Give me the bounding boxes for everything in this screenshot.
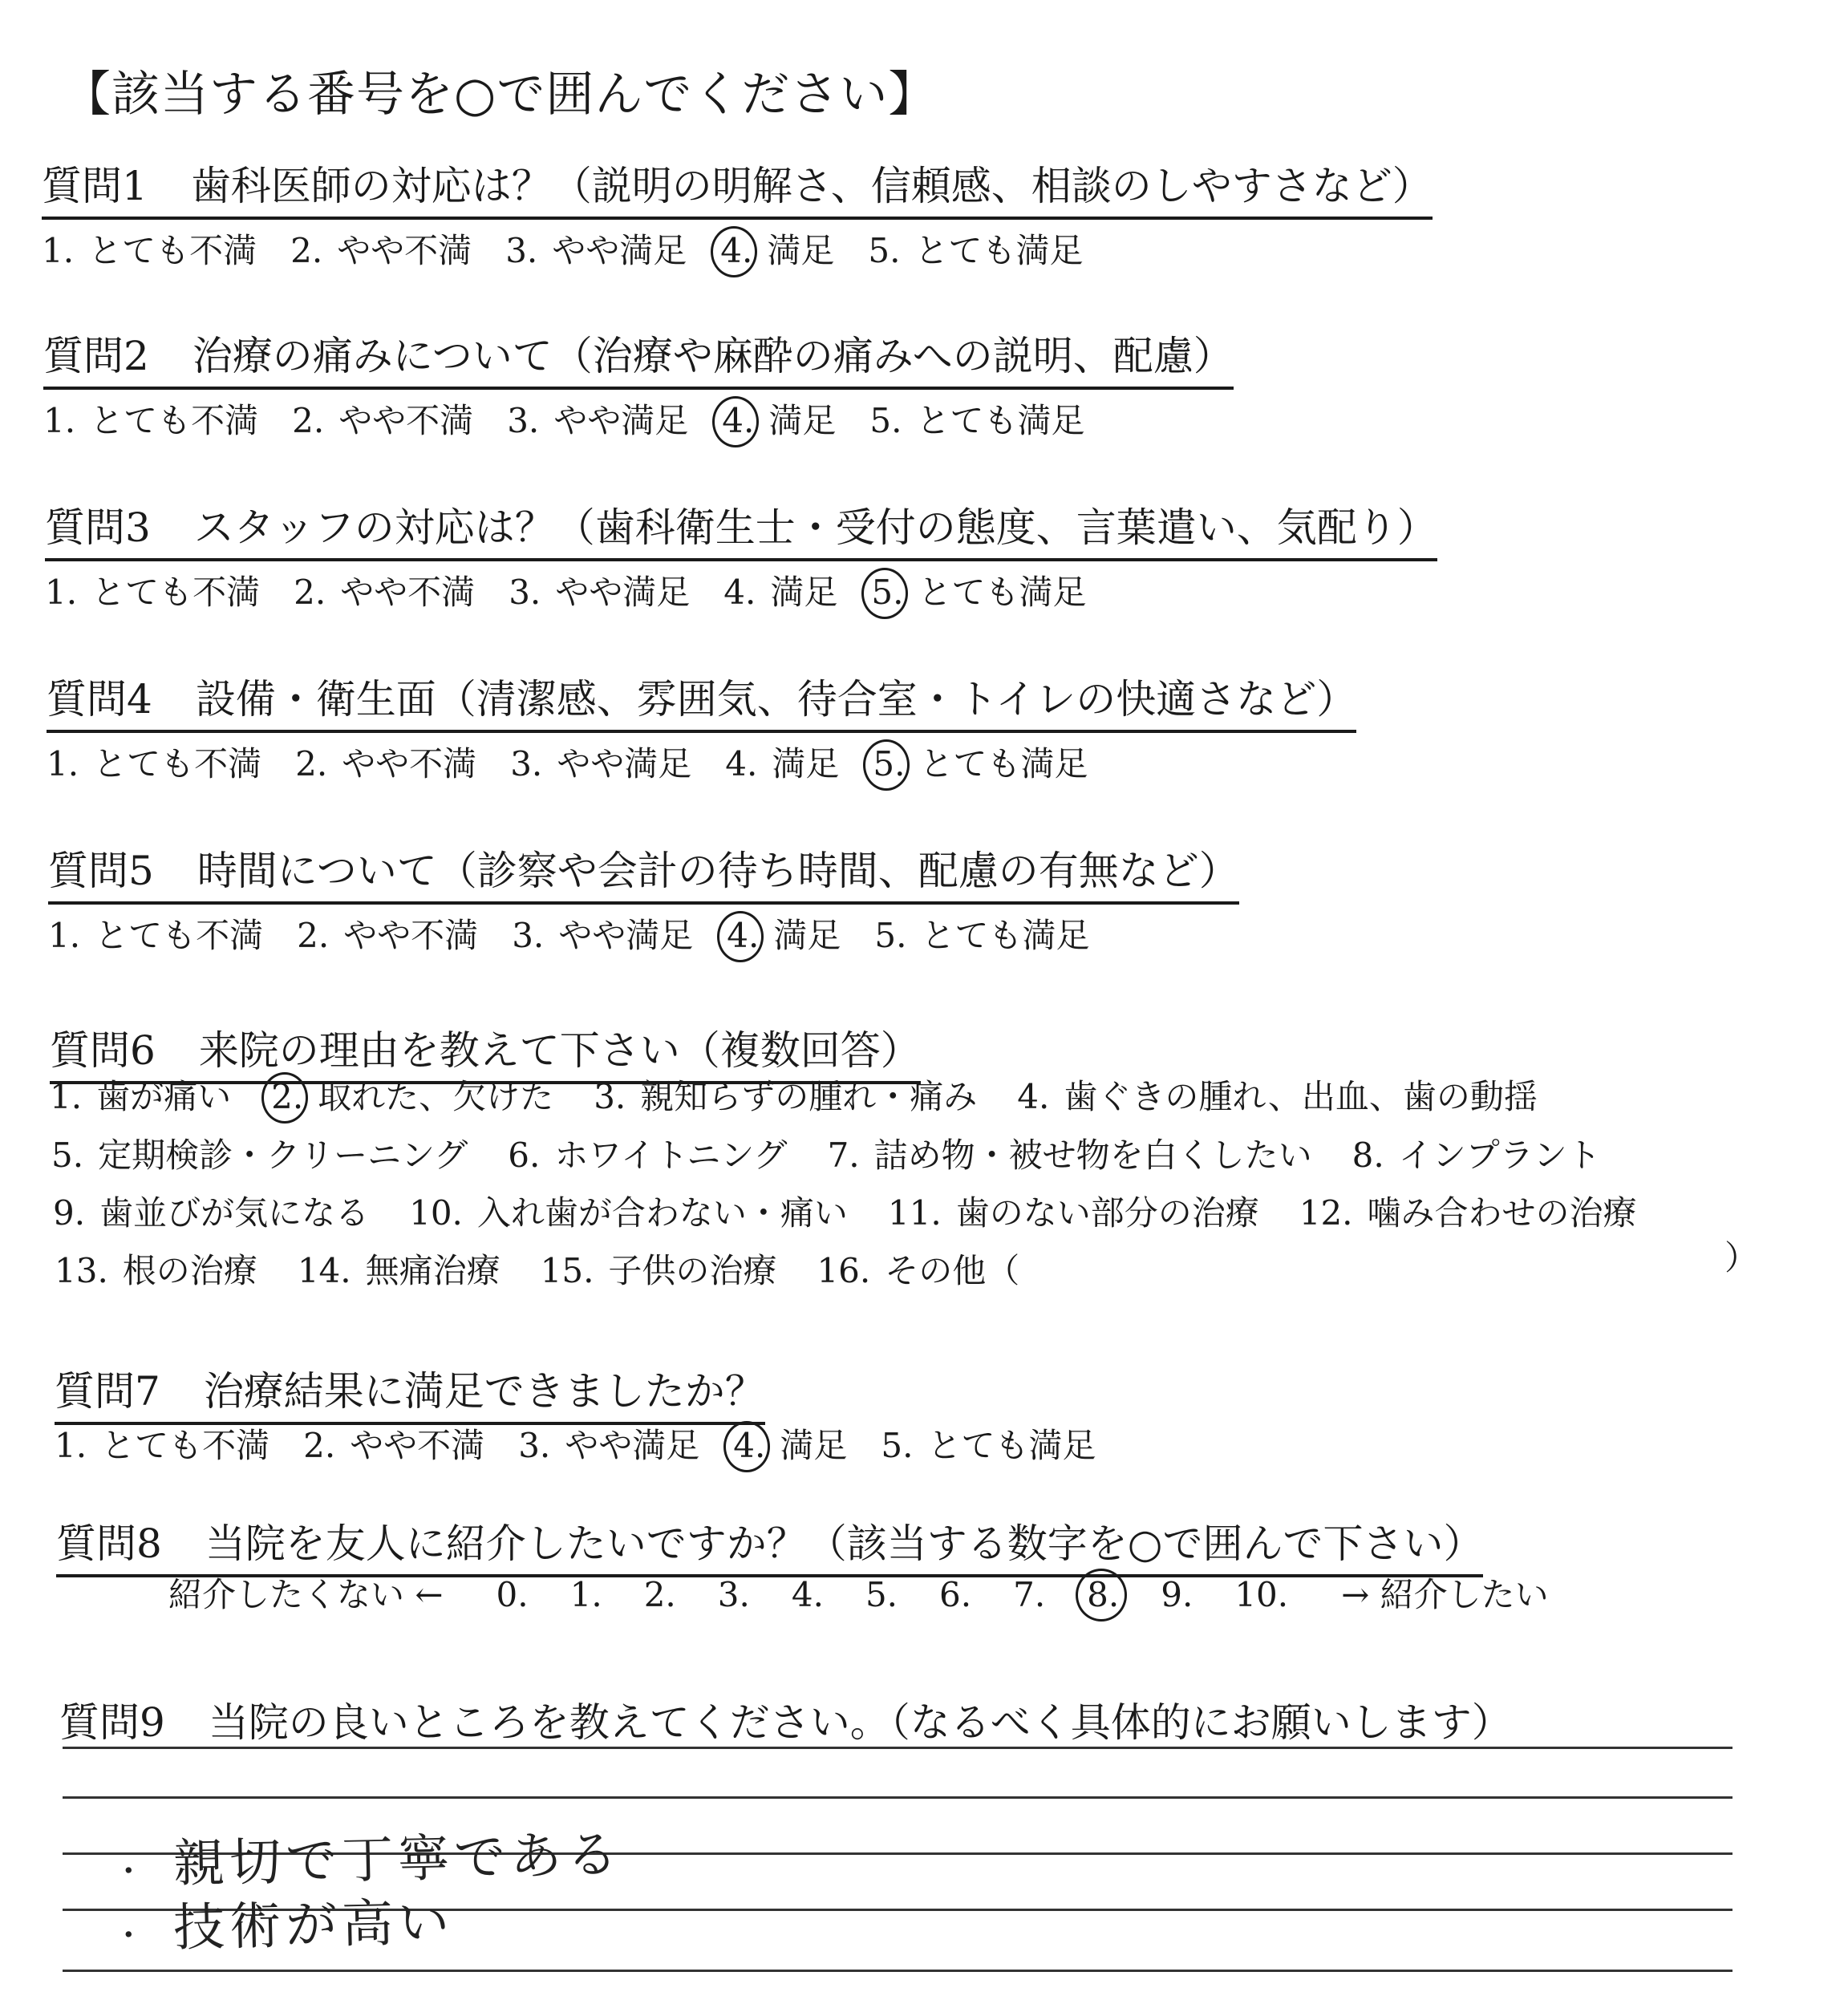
option-2[interactable] [295, 738, 476, 786]
option-number: 3. [509, 573, 541, 612]
q8-label: 質問8 [56, 1520, 162, 1567]
q7-heading [55, 1359, 765, 1425]
q8-heading [56, 1512, 1483, 1577]
q8-scale-4[interactable]: 4. [791, 1575, 824, 1614]
option-number: 3. [594, 1077, 626, 1116]
q8-scale-10[interactable]: 10. [1234, 1575, 1289, 1614]
q9-answer-2 [111, 1881, 455, 1962]
q6-option[interactable] [594, 1071, 977, 1119]
option-number: 9. [53, 1193, 86, 1233]
option-3[interactable] [512, 909, 693, 958]
q6-option-row [50, 1071, 1578, 1119]
q8-text: 当院を友人に紹介したいですか？（該当する数字を○で囲んで下さい） [205, 1520, 1484, 1567]
option-label: やや不満 [343, 916, 479, 955]
option-3[interactable] [509, 566, 690, 614]
option-number: 1. [43, 401, 76, 440]
option-label: とても不満 [95, 916, 264, 955]
option-number: 10. [409, 1193, 463, 1233]
q6-option[interactable] [1352, 1129, 1601, 1177]
q5-label: 質問5 [48, 848, 154, 894]
q6-option[interactable] [828, 1129, 1312, 1177]
option-label: とても不満 [90, 401, 259, 440]
option-5-selected[interactable] [871, 566, 1086, 614]
option-5[interactable] [869, 395, 1084, 443]
q8-scale [168, 1569, 1549, 1617]
option-number: 5. [874, 916, 907, 955]
q6-option[interactable] [1017, 1071, 1538, 1119]
q2-heading [43, 324, 1234, 390]
option-label: ホワイトニング [554, 1136, 788, 1175]
q6-option[interactable] [53, 1187, 369, 1235]
option-5[interactable] [868, 225, 1083, 273]
q3-label: 質問3 [45, 504, 151, 551]
option-4-selected[interactable] [722, 395, 836, 443]
q8-left-label: 紹介したくない ← [168, 1575, 444, 1614]
q8-scale-7[interactable]: 7. [1013, 1575, 1046, 1614]
option-label: やや不満 [342, 744, 477, 783]
q1-heading [42, 154, 1433, 220]
q4-options [47, 738, 1121, 786]
option-label: やや不満 [340, 573, 476, 612]
option-label: 親知らずの腫れ・痛み [640, 1077, 978, 1116]
option-4-selected[interactable] [720, 225, 834, 273]
option-label: とても満足 [927, 1426, 1096, 1465]
q7-label: 質問7 [55, 1368, 160, 1415]
q2-options [43, 395, 1118, 443]
option-label: とても不満 [93, 744, 262, 783]
q6-option[interactable] [541, 1245, 777, 1293]
q8-scale-6[interactable]: 6. [939, 1575, 972, 1614]
q6-option[interactable] [1299, 1187, 1637, 1235]
option-label: やや満足 [557, 744, 692, 783]
option-label: とても満足 [921, 916, 1090, 955]
option-number: 2. [271, 1077, 304, 1116]
option-label: 根の治療 [122, 1251, 257, 1290]
option-number: 4. [722, 401, 755, 440]
q8-scale-3[interactable]: 3. [717, 1575, 750, 1614]
option-3[interactable] [510, 738, 691, 786]
option-label: インプラント [1398, 1136, 1601, 1175]
q9-heading [59, 1690, 1512, 1748]
q4-label: 質問4 [47, 676, 152, 723]
option-label: やや満足 [565, 1426, 700, 1465]
option-label: その他（ [885, 1251, 1020, 1290]
q1-label: 質問1 [42, 163, 148, 209]
option-2[interactable] [292, 395, 473, 443]
option-4[interactable] [723, 566, 837, 614]
option-3[interactable] [507, 395, 688, 443]
option-number: 3. [518, 1426, 551, 1465]
option-4[interactable] [725, 738, 839, 786]
option-number: 4. [727, 916, 760, 955]
q2-text: 治療の痛みについて（治療や麻酔の痛みへの説明、配慮） [192, 333, 1234, 379]
option-label: やや満足 [552, 231, 687, 270]
option-number: 3. [512, 916, 545, 955]
q5-heading [48, 839, 1239, 905]
q2-label: 質問2 [43, 333, 149, 379]
option-3[interactable] [505, 225, 687, 273]
option-3[interactable] [518, 1419, 699, 1468]
option-number: 4. [720, 231, 753, 270]
page-title: 【該当する番号を○で囲んでください】 [63, 67, 938, 123]
q1-options [42, 225, 1116, 273]
option-label: 満足 [772, 744, 840, 783]
option-number: 1. [42, 231, 75, 270]
q6-option-row [51, 1129, 1641, 1177]
q6-text: 来院の理由を教えて下さい（複数回答） [198, 1027, 921, 1074]
option-2[interactable] [294, 566, 475, 614]
option-number: 13. [55, 1251, 108, 1290]
option-number: 4. [723, 573, 756, 612]
q8-scale-9[interactable]: 9. [1161, 1575, 1194, 1614]
option-number: 16. [817, 1251, 871, 1290]
q7-options [55, 1419, 1129, 1468]
q8-scale-8-selected[interactable]: 8. [1087, 1575, 1120, 1614]
q6-option[interactable] [51, 1129, 468, 1177]
option-label: とても満足 [919, 744, 1088, 783]
option-1[interactable] [48, 909, 263, 958]
option-number: 7. [827, 1136, 860, 1175]
q1-text: 歯科医師の対応は？（説明の明解さ、信頼感、相談のしやすさなど） [190, 163, 1433, 209]
option-number: 1. [50, 1077, 83, 1116]
option-label: やや満足 [553, 401, 689, 440]
bullet: ・ [111, 1917, 150, 1955]
q3-heading [45, 496, 1437, 561]
option-1[interactable] [55, 1419, 270, 1468]
option-number: 2. [294, 573, 326, 612]
option-label: とても満足 [914, 231, 1084, 270]
option-number: 14. [297, 1251, 351, 1290]
option-1[interactable] [45, 566, 260, 614]
q8-scale-0[interactable]: 0. [496, 1575, 529, 1614]
option-number: 4. [733, 1426, 766, 1465]
option-label: 歯並びが気になる [99, 1193, 370, 1233]
answer-text: 親切で丁寧である [172, 1825, 623, 1895]
q6-option[interactable] [888, 1187, 1259, 1235]
option-number: 2. [295, 744, 328, 783]
answer-line [63, 1970, 1732, 1972]
option-number: 11. [887, 1193, 942, 1233]
bullet: ・ [111, 1852, 150, 1891]
option-number: 1. [45, 573, 78, 612]
option-number: 5. [871, 573, 904, 612]
q3-options [45, 566, 1120, 614]
q5-text: 時間について（診察や会計の待ち時間、配慮の有無など） [197, 848, 1239, 894]
option-number: 4. [725, 744, 758, 783]
option-number: 3. [507, 401, 540, 440]
option-1[interactable] [42, 225, 257, 273]
option-number: 1. [47, 744, 79, 783]
option-5[interactable] [874, 909, 1089, 958]
option-label: 取れた、欠けた [318, 1077, 554, 1116]
option-label: 詰め物・被せ物を白くしたい [873, 1136, 1312, 1175]
option-1[interactable] [47, 738, 261, 786]
option-label: 満足 [767, 231, 835, 270]
option-label: やや不満 [337, 231, 472, 270]
option-number: 1. [48, 916, 81, 955]
option-number: 5. [869, 401, 902, 440]
option-label: 満足 [773, 916, 841, 955]
q9-text: 当院の良いところを教えてください。（なるべく具体的にお願いします） [208, 1699, 1512, 1746]
option-2[interactable] [290, 225, 472, 273]
q8-scale-5[interactable]: 5. [865, 1575, 898, 1614]
option-number: 4. [1017, 1077, 1050, 1116]
option-number: 6. [508, 1136, 541, 1175]
option-label: 噛み合わせの治療 [1367, 1193, 1637, 1233]
option-label: 定期検診・クリーニング [98, 1136, 468, 1175]
answer-line [63, 1747, 1732, 1749]
option-number: 2. [292, 401, 325, 440]
option-number: 5. [873, 744, 906, 783]
option-number: 2. [303, 1426, 336, 1465]
option-label: やや満足 [558, 916, 694, 955]
q5-options [48, 909, 1123, 958]
q6-option[interactable] [55, 1245, 257, 1293]
q6-option[interactable] [817, 1245, 1019, 1293]
option-number: 2. [290, 231, 323, 270]
option-number: 3. [505, 231, 538, 270]
option-label: やや満足 [555, 573, 691, 612]
option-2[interactable] [297, 909, 478, 958]
q3-text: スタッフの対応は？（歯科衛生士・受付の態度、言葉遣い、気配り） [193, 504, 1437, 551]
q8-right-label: → 紹介したい [1341, 1575, 1549, 1614]
option-4-selected[interactable] [733, 1419, 847, 1468]
option-number: 15. [540, 1251, 594, 1290]
q6-other-close-paren: ） [1724, 1238, 1759, 1277]
option-label: とても不満 [101, 1426, 270, 1465]
q6-option[interactable] [50, 1071, 231, 1119]
option-label: とても不満 [88, 231, 257, 270]
option-number: 2. [297, 916, 330, 955]
q4-heading [47, 667, 1356, 733]
q6-option-row [53, 1187, 1677, 1235]
option-number: 12. [1299, 1193, 1353, 1233]
option-label: 満足 [768, 401, 837, 440]
option-label: 満足 [780, 1426, 848, 1465]
option-label: 入れ歯が合わない・痛い [476, 1193, 848, 1233]
answer-text: 技術が高い [172, 1893, 455, 1958]
option-number: 5. [51, 1136, 84, 1175]
option-1[interactable] [43, 395, 258, 443]
option-2[interactable] [303, 1419, 484, 1468]
option-label: とても満足 [916, 401, 1085, 440]
q6-option-row [55, 1245, 1060, 1293]
option-label: やや不満 [350, 1426, 485, 1465]
option-5[interactable] [881, 1419, 1096, 1468]
option-label: 満足 [770, 573, 838, 612]
option-number: 5. [881, 1426, 914, 1465]
option-label: とても不満 [91, 573, 261, 612]
option-label: やや不満 [338, 401, 474, 440]
q7-text: 治療結果に満足できましたか？ [203, 1368, 765, 1415]
option-number: 1. [55, 1426, 87, 1465]
q6-option[interactable] [298, 1245, 500, 1293]
q8-scale-1[interactable]: 1. [569, 1575, 602, 1614]
option-label: 無痛治療 [365, 1251, 500, 1290]
option-5-selected[interactable] [873, 738, 1088, 786]
q4-text: 設備・衛生面（清潔感、雰囲気、待合室・トイレの快適さなど） [195, 676, 1357, 723]
q8-scale-2[interactable]: 2. [643, 1575, 676, 1614]
q6-label: 質問6 [50, 1027, 156, 1074]
answer-line [63, 1796, 1732, 1799]
q6-option-selected[interactable] [271, 1071, 553, 1119]
q6-option[interactable] [409, 1187, 848, 1235]
option-label: 歯ぐきの腫れ、出血、歯の動揺 [1064, 1077, 1538, 1116]
option-number: 5. [868, 231, 901, 270]
q9-label: 質問9 [59, 1699, 165, 1746]
option-4-selected[interactable] [727, 909, 841, 958]
option-label: 子供の治療 [608, 1251, 777, 1290]
option-number: 3. [510, 744, 543, 783]
option-label: とても満足 [918, 573, 1087, 612]
q6-option[interactable] [508, 1129, 787, 1177]
option-label: 歯が痛い [96, 1077, 232, 1116]
option-label: 歯のない部分の治療 [955, 1193, 1259, 1233]
option-number: 8. [1352, 1136, 1384, 1175]
